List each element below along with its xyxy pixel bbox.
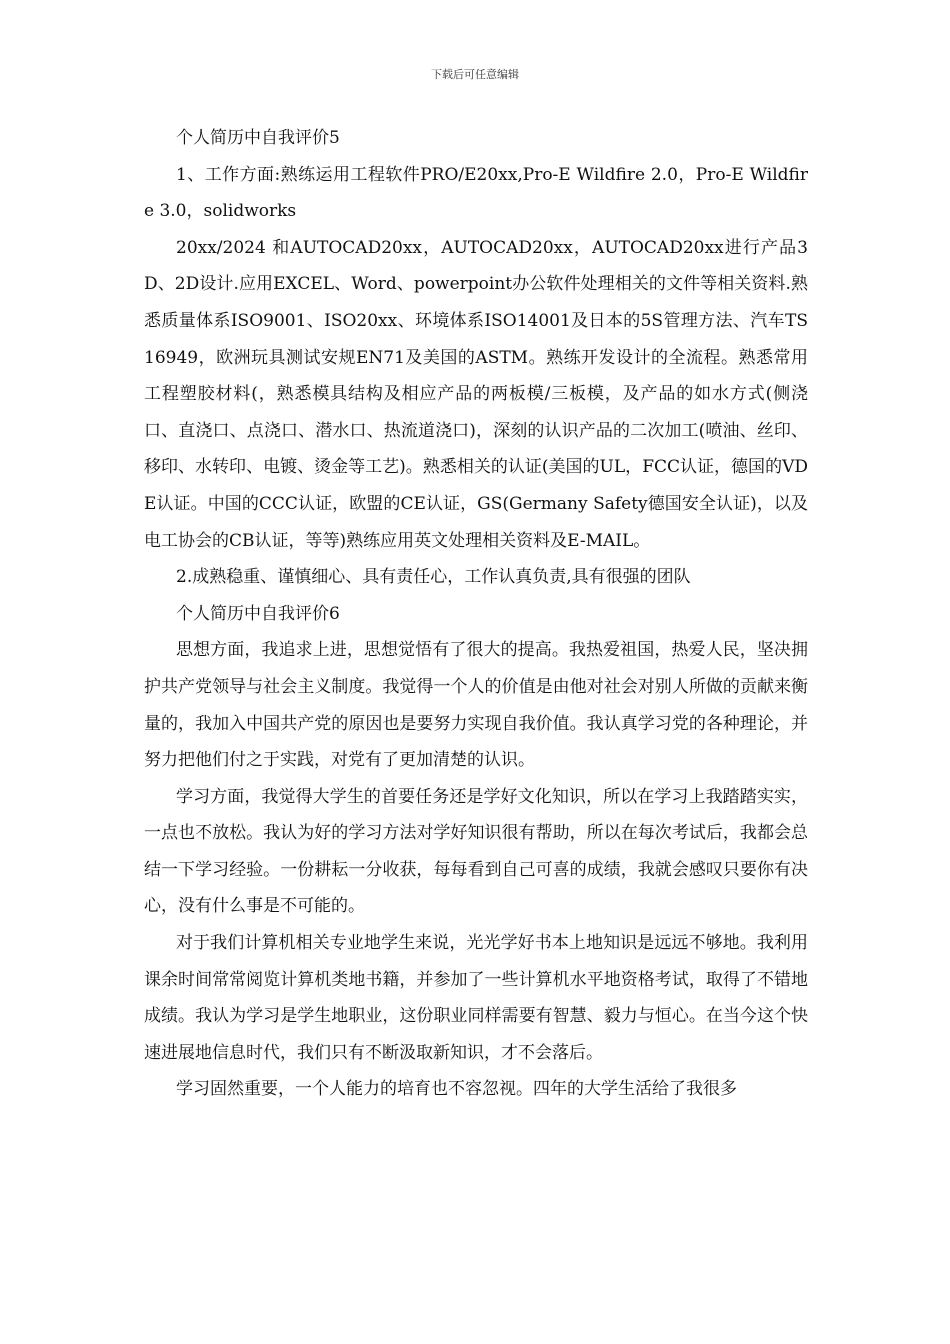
paragraph-study: 学习方面，我觉得大学生的首要任务还是学好文化知识，所以在学习上我踏踏实实，一点也不放松。我认为好的学习方法对学好知识很有帮助，所以在每次考试后，我都会总结一下学习经验。一份耕耘一分收获，每每看到自己可喜的成绩，我就会感叹只要你有决心，没有什么事是不可能的。 bbox=[144, 786, 808, 917]
section-title-5: 个人简历中自我评价5 bbox=[176, 128, 340, 148]
paragraph-work-item-2: 2.成熟稳重、谨慎细心、具有责任心，工作认真负责,具有很强的团队 bbox=[176, 567, 691, 588]
paragraph-thought: 思想方面，我追求上进，思想觉悟有了很大的提高。我热爱祖国，热爱人民，坚决拥护共产党领导与社会主义制度。我觉得一个人的价值是由他对社会对别人所做的贡献来衡量的，我加入中国共产党的原因也是要努力实现自我价值。我认真学习党的各种理论，并努力把他们付之于实践，对党有了更加清楚的认识。 bbox=[144, 640, 808, 771]
paragraph-work-skills: 20xx/2024 和AUTOCAD20xx，AUTOCAD20xx，AUTOCAD20xx进行产品3D、2D设计.应用EXCEL、Word、powerpoint办公软件处理相关的文件等相关资料.熟悉质量体系ISO9001、ISO20xx、环境体系ISO14001及日本的5S管理方法、汽车TS16949，欧洲玩具测试安规EN71及美国的ASTM。熟练开发设计的全流程。熟悉常用工程塑胶材料(，熟悉模具结构及相应产品的两板模/三板模，及产品的如水方式(侧浇口、直浇口、点浇口、潜水口、热流道浇口)，深刻的认识产品的二次加工(喷油、丝印、移印、水转印、电镀、烫金等工艺)。熟悉相关的认证(美国的UL，FCC认证，德国的VDE认证。中国的CCC认证，欧盟的CE认证，GS(Germany Safety德国安全认证)，以及电工协会的CB认证，等等)熟练应用英文处理相关资料及E-MAIL。 bbox=[144, 237, 808, 551]
header-note: 下载后可任意编辑 bbox=[431, 68, 519, 81]
section-title-6: 个人简历中自我评价6 bbox=[176, 603, 340, 624]
paragraph-ability: 学习固然重要，一个人能力的培育也不容忽视。四年的大学生活给了我很多 bbox=[176, 1079, 737, 1100]
paragraph-computer: 对于我们计算机相关专业地学生来说，光光学好书本上地知识是远远不够地。我利用课余时间常常阅览计算机类地书籍，并参加了一些计算机水平地资格考试，取得了不错地成绩。我认为学习是学生地职业，这份职业同样需要有智慧、毅力与恒心。在当今这个快速进展地信息时代，我们只有不断汲取新知识，才不会落后。 bbox=[144, 933, 808, 1063]
document-body bbox=[144, 120, 808, 1108]
paragraph-work-item-1: 1、工作方面:熟练运用工程软件PRO/E20xx,Pro-E Wildfire 2.0，Pro-E Wildfire 3.0，solidworks bbox=[144, 164, 808, 222]
